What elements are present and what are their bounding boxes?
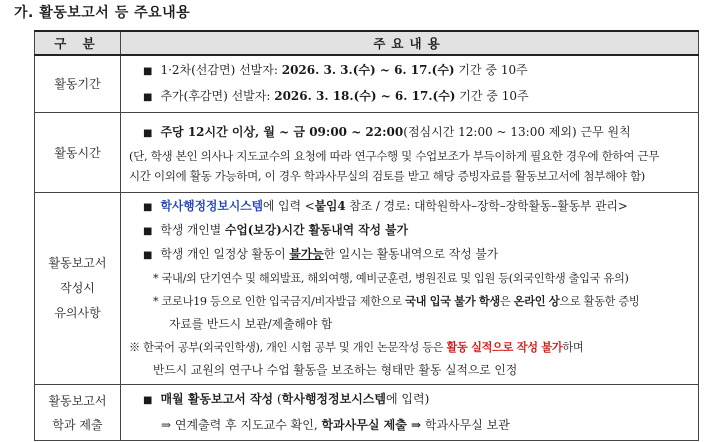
row-report-notes	[35, 193, 699, 385]
notes-line-6: 자료를 반드시 보관/제출해야 함	[169, 317, 333, 331]
table-header-row	[35, 31, 699, 55]
submit-line-1: ■ 매월 활동보고서 작성 (학사행정정보시스템에 입력)	[129, 387, 690, 413]
notes-line-8: 반드시 교원의 연구나 수업 활동을 보조하는 형태만 활동 실적으로 인정	[153, 363, 518, 377]
notes-line-7: ※ 한국어 공부(외국인학생), 개인 시험 공부 및 개인 논문작성 등은 활동 실적으로 작성 불가하며	[129, 340, 584, 354]
row-activity-time	[35, 113, 699, 193]
main-table	[34, 30, 699, 441]
content-activity-period	[121, 55, 699, 113]
category-report-submit: 활동보고서 학과 제출	[35, 385, 121, 441]
header-content: 주요내용	[121, 31, 699, 55]
notes-line-4: * 국내/외 단기연수 및 해외발표, 해외여행, 예비군훈련, 병원진료 및 입원 등(외국인학생 출입국 유의)	[153, 272, 629, 285]
time-note-1: (단, 학생 본인 의사나 지도교수의 요청에 따라 연구수행 및 수업보조가 부득이하게 필요한 경우에 한하여 근무	[129, 148, 660, 163]
category-report-notes: 활동보고서 작성시 유의사항	[35, 193, 121, 385]
section-heading: 가. 활동보고서 등 주요내용	[14, 5, 191, 21]
period-line-1: ■ 1·2차(선감면) 선발자: 2026. 3. 3.(수) ~ 6. 17.(수) 기간 중 10주	[129, 58, 690, 84]
category-activity-period: 활동기간	[35, 55, 121, 113]
notes-line-3: ■ 학생 개인 일정상 활동이 불가능한 일시는 활동내역으로 작성 불가	[129, 243, 690, 267]
row-activity-period	[35, 55, 699, 113]
content-report-notes	[121, 193, 699, 385]
category-activity-time: 활동시간	[35, 113, 121, 193]
content-activity-time	[121, 113, 699, 193]
period-line-2: ■ 추가(후감면) 선발자: 2026. 3. 18.(수) ~ 6. 17.(수) 기간 중 10주	[129, 84, 690, 110]
submit-line-2: ⇒ 연계출력 후 지도교수 확인, 학과사무실 제출 ⇒ 학과사무실 보관	[161, 418, 510, 432]
notes-line-1: ■ 학사행정정보시스템에 입력 <붙임4 참조 / 경로: 대학원학사–장학–장학활동–활동부 관리>	[129, 195, 690, 219]
header-category: 구 분	[35, 31, 121, 55]
row-report-submit	[35, 385, 699, 441]
notes-line-2: ■ 학생 개인별 수업(보강)시간 활동내역 작성 불가	[129, 219, 690, 243]
content-report-submit	[121, 385, 699, 441]
time-main-line: ■ 주당 12시간 이상, 월 ~ 금 09:00 ~ 22:00(점심시간 12:00 ~ 13:00 제외) 근무 원칙	[129, 120, 690, 146]
notes-line-5: * 코로나19 등으로 인한 입국금지/비자발급 제한으로 국내 입국 불가 학생은 온라인 상으로 활동한 증빙	[153, 294, 640, 308]
time-note-2: 시간 이외에 활동 가능하며, 이 경우 학과사무실의 검토를 받고 해당 증빙자료를 활동보고서에 첨부해야 함)	[129, 168, 645, 183]
